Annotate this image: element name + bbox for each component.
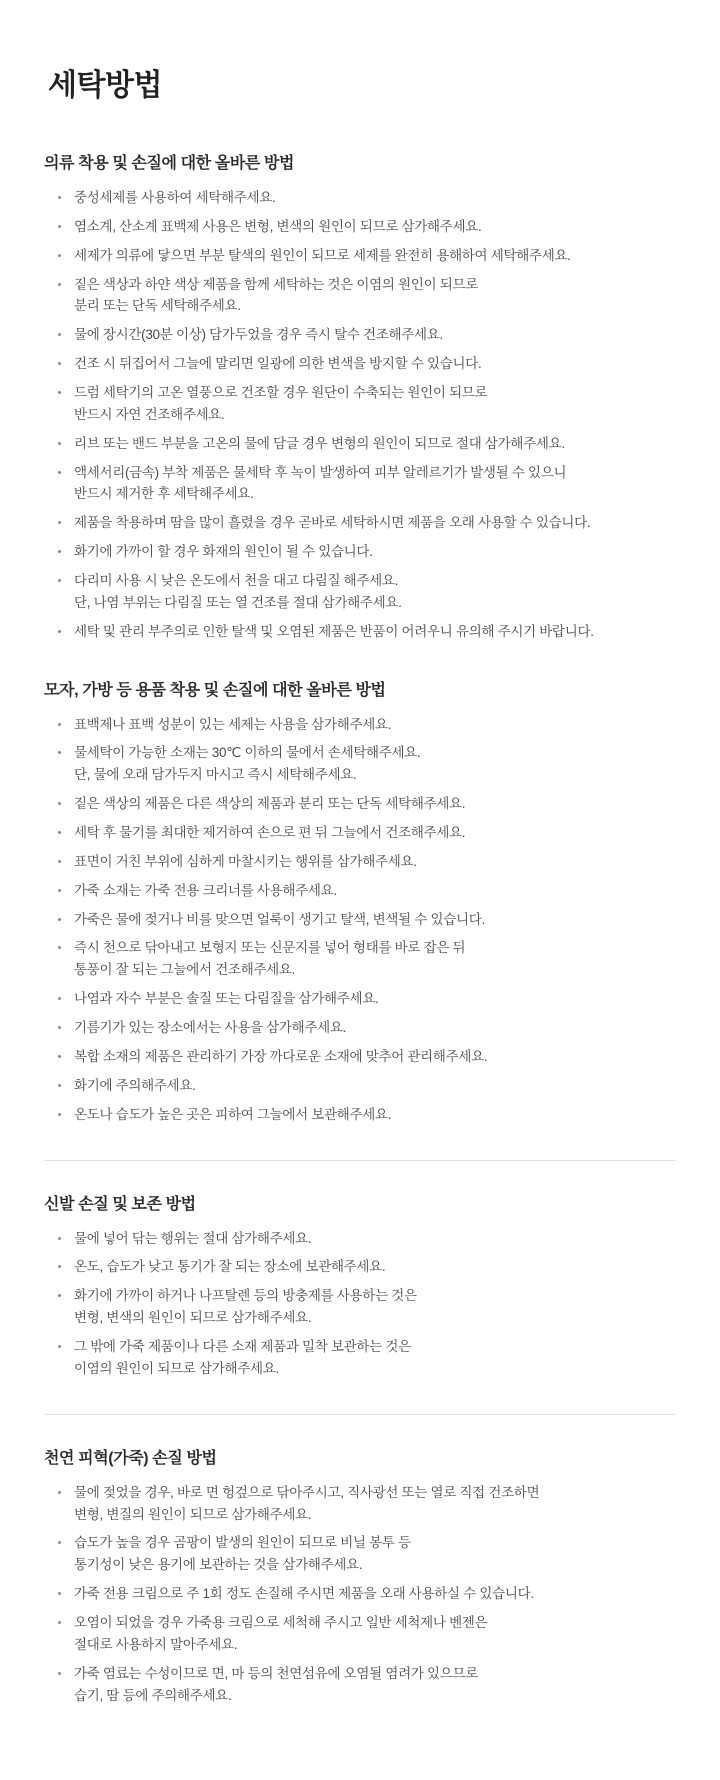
list-item-line: 분리 또는 단독 세탁해주세요. xyxy=(74,298,241,314)
section-title: 모자, 가방 등 용품 착용 및 손질에 대한 올바른 방법 xyxy=(44,681,386,699)
list-item xyxy=(56,621,676,643)
bullet-dot-icon xyxy=(58,831,61,834)
list-item xyxy=(56,512,676,534)
bullet-dot-icon xyxy=(58,918,61,921)
bullet-dot-icon xyxy=(58,521,61,524)
list-item-line: 가죽은 물에 젖거나 비를 맞으면 얼룩이 생기고 탈색, 변색될 수 있습니다. xyxy=(74,911,485,927)
list-item xyxy=(56,541,676,563)
list-item-line: 다리미 사용 시 낮은 온도에서 천을 대고 다림질 해주세요. xyxy=(74,573,399,589)
list-item xyxy=(56,822,676,844)
list-item-line: 가죽 염료는 수성이므로 면, 마 등의 천연섬유에 오염될 염려가 있으므로 xyxy=(74,1665,478,1681)
list-item xyxy=(56,1046,676,1068)
guideline-list xyxy=(44,187,676,643)
guide-section xyxy=(44,1414,676,1707)
guide-section xyxy=(44,150,676,643)
list-item-line: 제품을 착용하며 땀을 많이 흘렸을 경우 곧바로 세탁하시면 제품을 오래 사용할 수 있습니다. xyxy=(74,515,591,531)
list-item-line: 드럼 세탁기의 고온 열풍으로 건조할 경우 원단이 수축되는 원인이 되므로 xyxy=(74,385,488,401)
bullet-dot-icon xyxy=(58,1294,61,1297)
bullet-dot-icon xyxy=(58,1237,61,1240)
bullet-dot-icon xyxy=(58,946,61,949)
list-item xyxy=(56,1663,676,1707)
list-item-line: 염소계, 산소계 표백제 사용은 변형, 변색의 원인이 되므로 삼가해주세요. xyxy=(74,218,482,234)
list-item xyxy=(56,937,676,981)
list-item-line: 복합 소재의 제품은 관리하기 가장 까다로운 소재에 맞추어 관리해주세요. xyxy=(74,1048,488,1064)
list-item-line: 통풍이 잘 되는 그늘에서 건조해주세요. xyxy=(74,962,296,978)
bullet-dot-icon xyxy=(58,1026,61,1029)
list-item-line: 물에 넣어 닦는 행위는 절대 삼가해주세요. xyxy=(74,1230,312,1246)
list-item-line: 표면이 거친 부위에 심하게 마찰시키는 행위를 삼가해주세요. xyxy=(74,853,417,869)
list-item-line: 습도가 높을 경우 곰팡이 발생의 원인이 되므로 비닐 봉투 등 xyxy=(74,1535,411,1551)
page-title: 세탁방법 xyxy=(48,69,162,102)
list-item-line: 물에 젖었을 경우, 바로 면 헝겊으로 닦아주시고, 직사광선 또는 열로 직접 건조하면 xyxy=(74,1484,540,1500)
bullet-dot-icon xyxy=(58,630,61,633)
bullet-dot-icon xyxy=(58,860,61,863)
list-item xyxy=(56,793,676,815)
list-item-line: 건조 시 뒤집어서 그늘에 말리면 일광에 의한 변색을 방지할 수 있습니다. xyxy=(74,356,482,372)
bullet-dot-icon xyxy=(58,1592,61,1595)
list-item-line: 변형, 변질의 원인이 되므로 삼가해주세요. xyxy=(74,1506,312,1522)
bullet-dot-icon xyxy=(58,1345,61,1348)
list-item-line: 온도나 습도가 높은 곳은 피하여 그늘에서 보관해주세요. xyxy=(74,1106,392,1122)
list-item-line: 나염과 자수 부분은 솔질 또는 다림질을 삼가해주세요. xyxy=(74,991,379,1007)
list-item-line: 온도, 습도가 낮고 통기가 잘 되는 장소에 보관해주세요. xyxy=(74,1259,386,1275)
list-item xyxy=(56,433,676,455)
bullet-dot-icon xyxy=(58,1265,61,1268)
list-item-line: 습기, 땀 등에 주의해주세요. xyxy=(74,1687,232,1703)
list-item-line: 절대로 사용하지 말아주세요. xyxy=(74,1636,238,1652)
list-item xyxy=(56,382,676,426)
list-item xyxy=(56,1256,676,1278)
list-item-line: 가죽 전용 크림으로 주 1회 정도 손질해 주시면 제품을 오래 사용하실 수 있습니다. xyxy=(74,1586,534,1602)
list-item-line: 세제가 의류에 닿으면 부분 탈색의 원인이 되므로 세제를 완전히 용해하여 세탁해주세요. xyxy=(74,247,571,263)
list-item-line: 화기에 가까이 할 경우 화재의 원인이 될 수 있습니다. xyxy=(74,544,373,560)
guideline-list xyxy=(44,714,676,1126)
list-item xyxy=(56,1532,676,1576)
list-item xyxy=(56,1612,676,1656)
bullet-dot-icon xyxy=(58,1621,61,1624)
list-item xyxy=(56,909,676,931)
bullet-dot-icon xyxy=(58,225,61,228)
list-item-line: 반드시 제거한 후 세탁해주세요. xyxy=(74,486,254,502)
list-item xyxy=(56,988,676,1010)
section-title: 의류 착용 및 손질에 대한 올바른 방법 xyxy=(44,155,295,172)
bullet-dot-icon xyxy=(58,1113,61,1116)
list-item-line: 표백제나 표백 성분이 있는 세제는 사용을 삼가해주세요. xyxy=(74,716,392,732)
list-item-line: 중성세제를 사용하여 세탁해주세요. xyxy=(74,190,276,205)
list-item-line: 즉시 천으로 닦아내고 보형지 또는 신문지를 넣어 형태를 바로 잡은 뒤 xyxy=(74,940,466,956)
list-item xyxy=(56,353,676,375)
guide-section xyxy=(44,677,676,1126)
list-item xyxy=(56,216,676,238)
list-item xyxy=(56,245,676,267)
list-item-line: 물에 장시간(30분 이상) 담가두었을 경우 즉시 탈수 건조해주세요. xyxy=(74,327,443,343)
bullet-dot-icon xyxy=(58,196,61,199)
list-item-line: 통기성이 낮은 용기에 보관하는 것을 삼가해주세요. xyxy=(74,1557,363,1573)
bullet-dot-icon xyxy=(58,1055,61,1058)
list-item xyxy=(56,462,676,506)
list-item-line: 단, 물에 오래 담가두지 마시고 즉시 세탁해주세요. xyxy=(74,767,357,783)
list-item-line: 오염이 되었을 경우 가죽용 크림으로 세척해 주시고 일반 세척제나 벤젠은 xyxy=(74,1614,488,1630)
list-item-line: 화기에 가까이 하거나 나프탈렌 등의 방충제를 사용하는 것은 xyxy=(74,1288,417,1304)
bullet-dot-icon xyxy=(58,283,61,286)
list-item-line: 세탁 후 물기를 최대한 제거하여 손으로 편 뒤 그늘에서 건조해주세요. xyxy=(74,825,466,841)
list-item xyxy=(56,851,676,873)
section-title: 신발 손질 및 보존 방법 xyxy=(44,1195,196,1213)
bullet-dot-icon xyxy=(58,802,61,805)
list-item-line: 리브 또는 밴드 부분을 고온의 물에 담글 경우 변형의 원인이 되므로 절대 삼가해주세요. xyxy=(74,435,565,451)
list-item xyxy=(56,1104,676,1126)
list-item-line: 단, 나염 부위는 다림질 또는 열 건조를 절대 삼가해주세요. xyxy=(74,594,402,610)
list-item xyxy=(56,1017,676,1039)
list-item-line: 화기에 주의해주세요. xyxy=(74,1077,196,1093)
bullet-dot-icon xyxy=(58,889,61,892)
bullet-dot-icon xyxy=(58,333,61,336)
list-item xyxy=(56,742,676,786)
list-item-line: 짙은 색상과 하얀 색상 제품을 함께 세탁하는 것은 이염의 원인이 되므로 xyxy=(74,276,478,292)
list-item xyxy=(56,1583,676,1605)
bullet-dot-icon xyxy=(58,1541,61,1544)
list-item-line: 기름기가 있는 장소에서는 사용을 삼가해주세요. xyxy=(74,1020,347,1036)
list-item-line: 세탁 및 관리 부주의로 인한 탈색 및 오염된 제품은 반품이 어려우니 유의해 주시기 바랍니다. xyxy=(74,623,594,639)
sections-container xyxy=(44,150,676,1706)
list-item xyxy=(56,324,676,346)
list-item xyxy=(56,714,676,736)
bullet-dot-icon xyxy=(58,391,61,394)
list-item xyxy=(56,1075,676,1097)
bullet-dot-icon xyxy=(58,579,61,582)
list-item xyxy=(56,274,676,318)
bullet-dot-icon xyxy=(58,997,61,1000)
bullet-dot-icon xyxy=(58,550,61,553)
list-item-line: 짙은 색상의 제품은 다른 색상의 제품과 분리 또는 단독 세탁해주세요. xyxy=(74,796,466,812)
list-item-line: 이염의 원인이 되므로 삼가해주세요. xyxy=(74,1360,279,1376)
list-item xyxy=(56,880,676,902)
list-item xyxy=(56,570,676,614)
list-item-line: 액세서리(금속) 부착 제품은 물세탁 후 녹이 발생하여 피부 알레르기가 발생될 수 있으니 xyxy=(74,464,567,480)
bullet-dot-icon xyxy=(58,442,61,445)
list-item xyxy=(56,1336,676,1380)
bullet-dot-icon xyxy=(58,362,61,365)
bullet-dot-icon xyxy=(58,1491,61,1494)
list-item-line: 가죽 소재는 가죽 전용 크리너를 사용해주세요. xyxy=(74,882,337,898)
guideline-list xyxy=(44,1482,676,1707)
bullet-dot-icon xyxy=(58,254,61,257)
guide-section xyxy=(44,1160,676,1380)
bullet-dot-icon xyxy=(58,751,61,754)
section-title: 천연 피혁(가죽) 손질 방법 xyxy=(44,1449,217,1467)
list-item-line: 그 밖에 가죽 제품이나 다른 소재 제품과 밀착 보관하는 것은 xyxy=(74,1338,411,1354)
list-item xyxy=(56,187,676,209)
bullet-dot-icon xyxy=(58,1084,61,1087)
guideline-list xyxy=(44,1228,676,1380)
bullet-dot-icon xyxy=(58,1672,61,1675)
list-item xyxy=(56,1482,676,1526)
list-item xyxy=(56,1285,676,1329)
list-item-line: 반드시 자연 건조해주세요. xyxy=(74,406,225,422)
bullet-dot-icon xyxy=(58,471,61,474)
bullet-dot-icon xyxy=(58,723,61,726)
list-item-line: 변형, 변색의 원인이 되므로 삼가해주세요. xyxy=(74,1310,312,1326)
list-item-line: 물세탁이 가능한 소재는 30℃ 이하의 물에서 손세탁해주세요. xyxy=(74,745,421,761)
list-item xyxy=(56,1228,676,1250)
